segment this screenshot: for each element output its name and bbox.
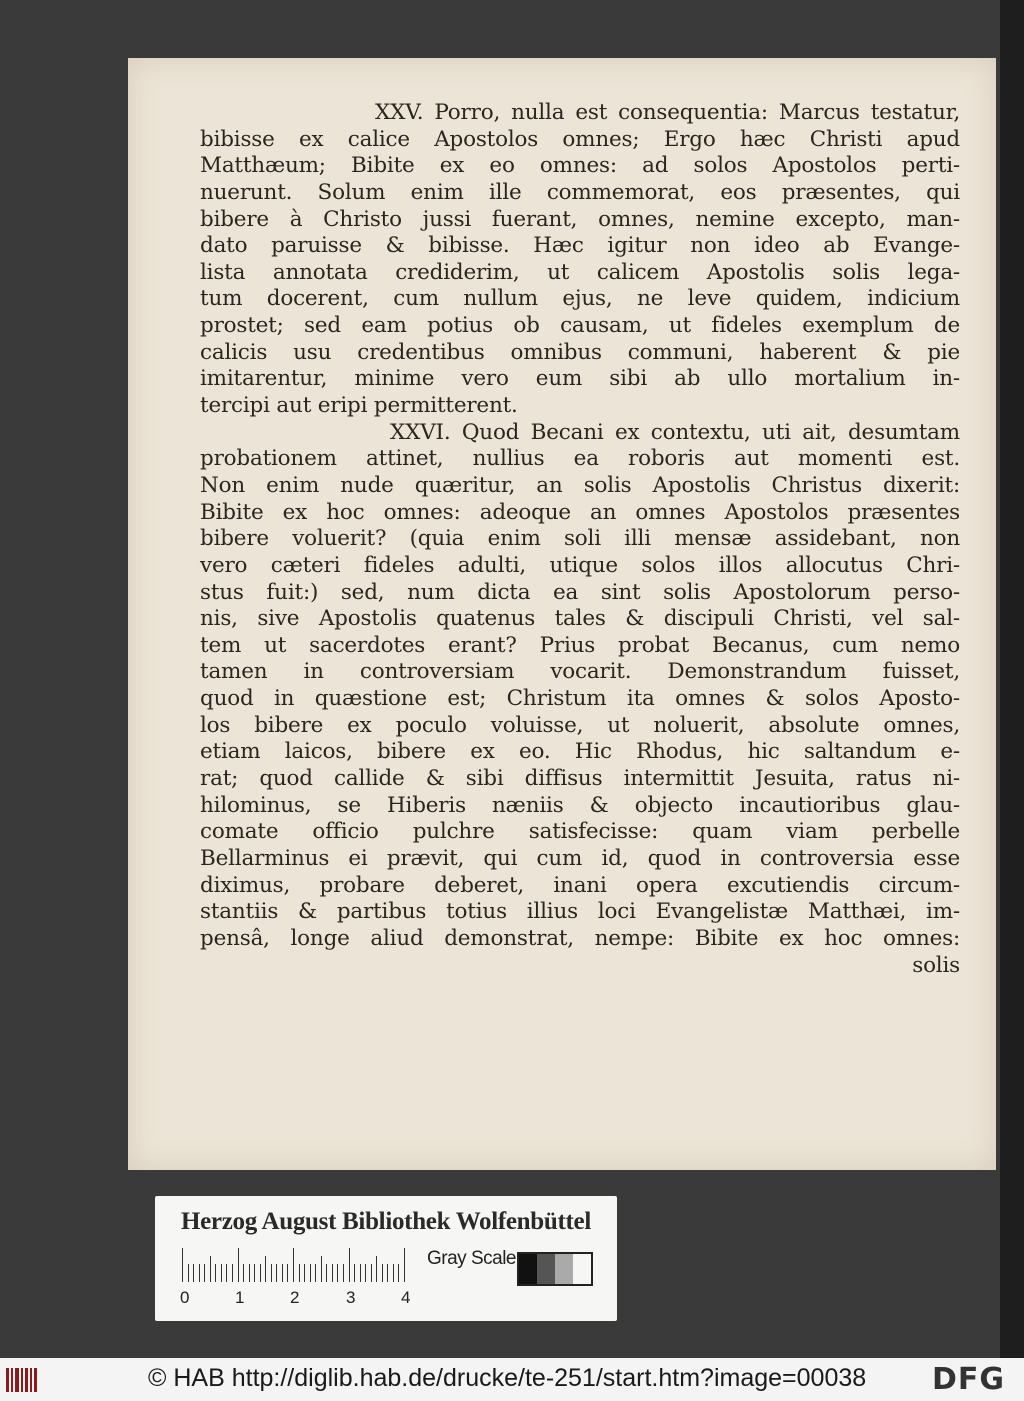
ruler-tick <box>238 1248 239 1282</box>
ruler-tick <box>354 1264 355 1282</box>
text-line: hilominus, se Hiberis næniis & objecto incautioribus glau- <box>200 792 960 818</box>
text-line: diximus, probare deberet, inani opera excutiendis circum- <box>200 872 960 898</box>
text-line: Bibite ex hoc omnes: adeoque an omnes Apostolos præsentes <box>200 499 960 525</box>
text-line: quod in quæstione est; Christum ita omnes & solos Aposto- <box>200 686 960 712</box>
ruler-number: 4 <box>401 1288 411 1307</box>
color-calibration-card <box>155 1196 617 1321</box>
text-line: rat; quod callide & sibi diffisus intermittit Jesuita, ratus ni- <box>200 766 960 792</box>
ruler-tick <box>188 1264 189 1282</box>
gray-scale-label: Gray Scale <box>427 1248 516 1269</box>
text-line: pensâ, longe aliud demonstrat, nempe: Bibite ex hoc omnes: <box>200 925 960 951</box>
ruler-tick <box>299 1264 300 1282</box>
text-line: prostet; sed eam potius ob causam, ut fideles exemplum de <box>200 313 960 339</box>
ruler-tick <box>232 1264 233 1282</box>
dfg-logo: DFG <box>932 1362 1006 1397</box>
ruler-tick <box>193 1264 194 1282</box>
ruler-tick <box>276 1264 277 1282</box>
text-line: bibere voluerit? (quia enim soli illi mensæ assidebant, non <box>200 526 960 552</box>
text-line: vero cæteri fideles adulti, utique solos illos allocutus Chri- <box>200 552 960 578</box>
swatch-dark-gray <box>537 1254 555 1284</box>
ruler-tick <box>304 1264 305 1282</box>
page-text <box>200 100 960 979</box>
ruler-tick <box>249 1264 250 1282</box>
ruler-tick <box>343 1264 344 1282</box>
ruler-number: 1 <box>235 1288 245 1307</box>
ruler-tick <box>287 1264 288 1282</box>
hab-barcode-icon <box>6 1366 38 1394</box>
text-line: etiam laicos, bibere ex eo. Hic Rhodus, hic saltandum e- <box>200 739 960 765</box>
ruler-tick <box>210 1256 211 1282</box>
text-line: bibere à Christo jussi fuerant, omnes, nemine excepto, man- <box>200 206 960 232</box>
text-line: XXVI. Quod Becani ex contextu, uti ait, desumtam <box>390 419 960 445</box>
text-line: Matthæum; Bibite ex eo omnes: ad solos Apostolos perti- <box>200 153 960 179</box>
ruler-tick <box>321 1256 322 1282</box>
footer-bar <box>0 1358 1024 1401</box>
ruler-tick <box>271 1264 272 1282</box>
ruler-tick <box>293 1248 294 1282</box>
text-line: lista annotata crediderim, ut calicem Apostolis solis lega- <box>200 259 960 285</box>
text-line: los bibere ex poculo voluisse, ut noluerit, absolute omnes, <box>200 712 960 738</box>
text-line: bibisse ex calice Apostolos omnes; Ergo hæc Christi apud <box>200 126 960 152</box>
ruler-tick <box>265 1256 266 1282</box>
ruler-tick <box>199 1264 200 1282</box>
ruler-tick <box>376 1256 377 1282</box>
source-url[interactable]: © HAB http://diglib.hab.de/drucke/te-251/start.htm?image=00038 <box>148 1364 867 1392</box>
ruler-tick <box>365 1264 366 1282</box>
ruler <box>182 1248 412 1282</box>
text-line: stantiis & partibus totius illius loci Evangelistæ Matthæi, im- <box>200 899 960 925</box>
text-line: nis, sive Apostolis quatenus tales & discipuli Christi, vel sal- <box>200 606 960 632</box>
text-line: stus fuit:) sed, num dicta ea sint solis Apostolorum perso- <box>200 579 960 605</box>
ruler-tick <box>204 1264 205 1282</box>
ruler-tick <box>337 1264 338 1282</box>
text-line: Non enim nude quæritur, an solis Apostolis Christus dixerit: <box>200 472 960 498</box>
text-line: tamen in controversiam vocarit. Demonstrandum fuisset, <box>200 659 960 685</box>
text-line: nuerunt. Solum enim ille commemorat, eos præsentes, qui <box>200 179 960 205</box>
text-line: comate officio pulchre satisfecisse: quam viam perbelle <box>200 819 960 845</box>
text-line: dato paruisse & bibisse. Hæc igitur non ideo ab Evange- <box>200 233 960 259</box>
ruler-tick <box>310 1264 311 1282</box>
ruler-tick <box>215 1264 216 1282</box>
ruler-tick <box>393 1264 394 1282</box>
ruler-tick <box>360 1264 361 1282</box>
ruler-tick <box>387 1264 388 1282</box>
swatch-light-gray <box>555 1254 573 1284</box>
ruler-tick <box>260 1264 261 1282</box>
ruler-tick <box>221 1264 222 1282</box>
ruler-tick <box>326 1264 327 1282</box>
swatch-white <box>573 1254 591 1284</box>
text-line: tercipi aut eripi permitterent. <box>200 393 518 419</box>
ruler-tick <box>404 1248 405 1282</box>
ruler-tick <box>349 1248 350 1282</box>
text-line: Bellarminus ei prævit, qui cum id, quod in controversia esse <box>200 845 960 871</box>
ruler-tick <box>371 1264 372 1282</box>
ruler-tick <box>315 1264 316 1282</box>
catchword: solis <box>912 952 960 978</box>
ruler-tick <box>332 1264 333 1282</box>
ruler-number: 2 <box>290 1288 300 1307</box>
ruler-number: 3 <box>346 1288 356 1307</box>
ruler-tick <box>243 1264 244 1282</box>
gray-scale-swatches <box>517 1252 593 1286</box>
ruler-tick <box>254 1264 255 1282</box>
text-line: XXV. Porro, nulla est consequentia: Marcus testatur, <box>375 100 960 125</box>
card-title: Herzog August Bibliothek Wolfenbüttel <box>180 1208 591 1235</box>
ruler-tick <box>282 1264 283 1282</box>
ruler-tick <box>226 1264 227 1282</box>
swatch-black <box>519 1254 537 1284</box>
ruler-tick <box>182 1248 183 1282</box>
ruler-tick <box>398 1264 399 1282</box>
text-line: imitarentur, minime vero eum sibi ab ullo mortalium in- <box>200 366 960 392</box>
text-line: tem ut sacerdotes erant? Prius probat Becanus, cum nemo <box>200 632 960 658</box>
text-line: probationem attinet, nullius ea roboris aut momenti est. <box>200 446 960 472</box>
ruler-tick <box>382 1264 383 1282</box>
text-line: calicis usu credentibus omnibus communi, haberent & pie <box>200 339 960 365</box>
text-line: tum docerent, cum nullum ejus, ne leve quidem, indicium <box>200 286 960 312</box>
ruler-number: 0 <box>180 1288 190 1307</box>
scan-edge <box>1000 0 1024 1358</box>
